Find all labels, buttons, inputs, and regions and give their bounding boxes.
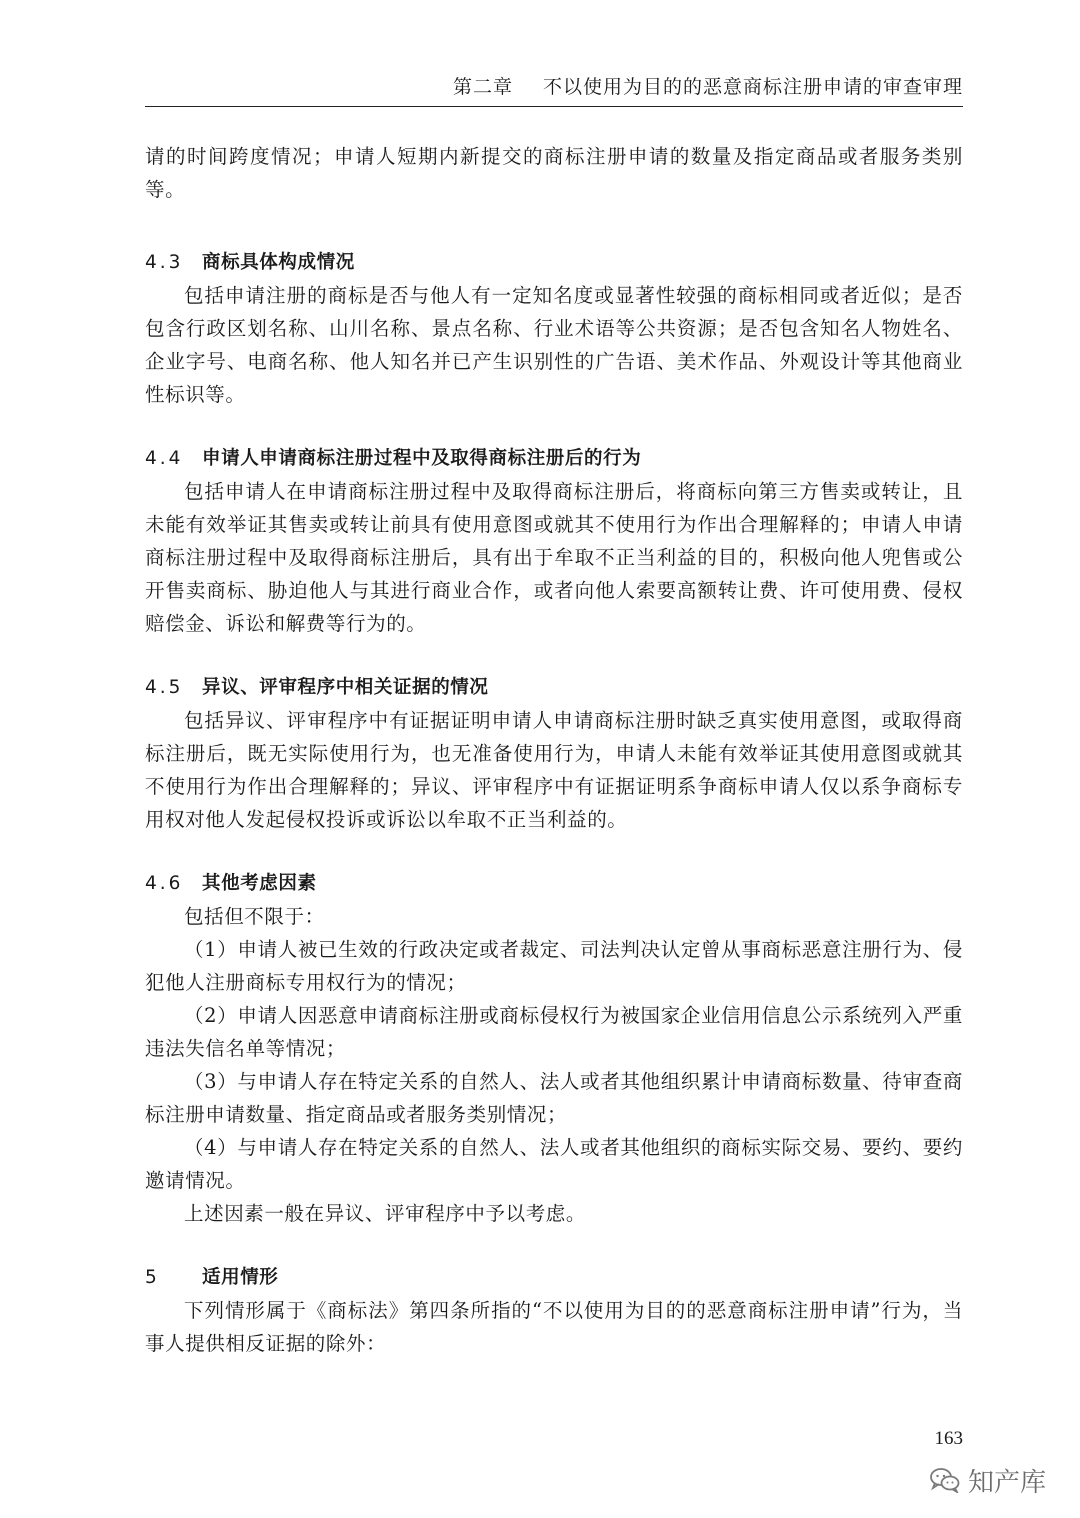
section-heading <box>145 442 963 475</box>
section-title: 申请人申请商标注册过程中及取得商标注册后的行为 <box>202 448 642 469</box>
section-title: 商标具体构成情况 <box>202 252 355 273</box>
paragraph: 上述因素一般在异议、评审程序中予以考虑。 <box>184 1202 587 1225</box>
paragraph: 包括异议、评审程序中有证据证明申请人申请商标注册时缺乏真实使用意图，或取得商标注册后，既无实际使用行为，也无准备使用行为，申请人未能有效举证其使用意图或就其不使用行为作出合理解释的；异议、评审程序中有证据证明系争商标申请人仅以系争商标专用权对他人发起侵权投诉或诉讼以牟取不正当利益的。 <box>145 709 963 831</box>
section-number: 4.3 <box>145 252 184 273</box>
section-heading <box>145 1261 963 1294</box>
watermark <box>930 1460 1046 1500</box>
paragraph: 包括申请人在申请商标注册过程中及取得商标注册后，将商标向第三方售卖或转让，且未能有效举证其售卖或转让前具有使用意图或就其不使用行为作出合理解释的；申请人申请商标注册过程中及取得商标注册后，具有出于牟取不正当利益的目的，积极向他人兜售或公开售卖商标、胁迫他人与其进行商业合作，或者向他人索要高额转让费、许可使用费、侵权赔偿金、诉讼和解费等行为的。 <box>145 480 963 635</box>
section-number: 5 <box>145 1267 160 1288</box>
section-heading <box>145 246 963 279</box>
section-title: 适用情形 <box>202 1267 279 1288</box>
section-heading <box>145 671 963 704</box>
watermark-text: 知产库 <box>968 1467 1047 1498</box>
list-item: （1）申请人被已生效的行政决定或者裁定、司法判决认定曾从事商标恶意注册行为、侵犯他人注册商标专用权行为的情况； <box>145 938 963 994</box>
list-item: （2）申请人因恶意申请商标注册或商标侵权行为被国家企业信用信息公示系统列入严重违法失信名单等情况； <box>145 1004 963 1060</box>
paragraph: 包括申请注册的商标是否与他人有一定知名度或显著性较强的商标相同或者近似；是否包含行政区划名称、山川名称、景点名称、行业术语等公共资源；是否包含知名人物姓名、企业字号、电商名称、他人知名并已产生识别性的广告语、美术作品、外观设计等其他商业性标识等。 <box>145 284 963 406</box>
running-header <box>145 72 963 107</box>
paragraph: 包括但不限于： <box>184 905 325 928</box>
chapter-title: 不以使用为目的的恶意商标注册申请的审查审理 <box>542 76 963 98</box>
paragraph: 下列情形属于《商标法》第四条所指的“不以使用为目的的恶意商标注册申请”行为，当事人提供相反证据的除外： <box>145 1299 963 1355</box>
page-number: 163 <box>934 1428 963 1449</box>
section-title: 异议、评审程序中相关证据的情况 <box>202 677 489 698</box>
intro-paragraph: 请的时间跨度情况；申请人短期内新提交的商标注册申请的数量及指定商品或者服务类别等。 <box>145 145 963 201</box>
list-item: （4）与申请人存在特定关系的自然人、法人或者其他组织的商标实际交易、要约、要约邀请情况。 <box>145 1136 963 1192</box>
section-heading <box>145 867 963 900</box>
section-number: 4.4 <box>145 448 184 469</box>
list-item: （3）与申请人存在特定关系的自然人、法人或者其他组织累计申请商标数量、待审查商标注册申请数量、指定商品或者服务类别情况； <box>145 1070 963 1126</box>
section-number: 4.6 <box>145 873 184 894</box>
section-number: 4.5 <box>145 677 184 698</box>
chapter-label: 第二章 <box>452 76 513 98</box>
section-title: 其他考虑因素 <box>202 873 317 894</box>
wechat-icon <box>930 1467 960 1493</box>
page-body <box>145 140 963 1360</box>
